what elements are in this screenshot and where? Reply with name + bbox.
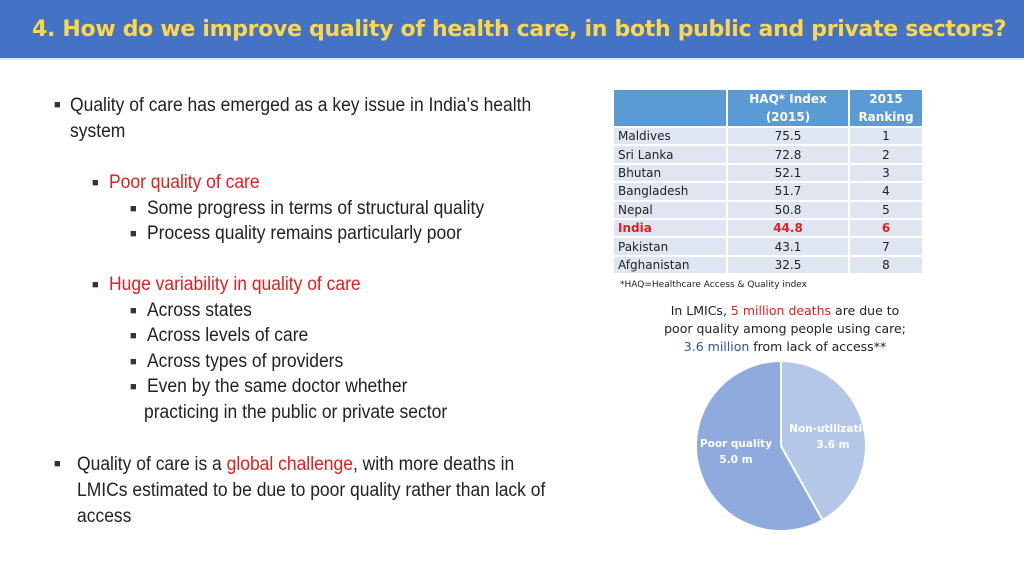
rank-cell: 4 xyxy=(850,183,922,199)
rank-cell: 5 xyxy=(850,202,922,218)
caption-highlight: 3.6 million xyxy=(683,339,750,354)
haq-cell: 72.8 xyxy=(728,146,848,162)
caption-text: In LMICs, xyxy=(670,303,731,318)
country-cell: Afghanistan xyxy=(614,257,726,273)
haq-cell: 44.8 xyxy=(728,220,848,236)
bullet-marker: ■ xyxy=(130,381,137,393)
bullet-text: system xyxy=(70,121,126,142)
sub-bullet-states: Across states xyxy=(147,300,252,321)
country-cell: Bangladesh xyxy=(614,183,726,199)
table-row xyxy=(614,146,922,162)
caption-highlight: 5 million deaths xyxy=(730,303,832,318)
rank-cell: 3 xyxy=(850,165,922,181)
highlight-text: global challenge xyxy=(226,454,353,475)
sub-bullet-levels: Across levels of care xyxy=(147,325,309,346)
sub-bullet-providers: Across types of providers xyxy=(147,351,344,372)
table-row xyxy=(614,202,922,218)
bullet-global-challenge xyxy=(77,452,545,530)
sub-bullet-process: Process quality remains particularly poor xyxy=(147,223,462,244)
pie-slice-value-label: 5.0 m xyxy=(719,454,753,466)
table-row xyxy=(614,183,922,199)
rank-cell: 6 xyxy=(850,220,922,236)
table-header-haq: HAQ* Index (2015) xyxy=(728,90,848,126)
rank-cell: 1 xyxy=(850,128,922,144)
pie-slice-label: Poor quality xyxy=(699,438,773,450)
table-header-country xyxy=(614,90,726,126)
sub-bullet-structural: Some progress in terms of structural quality xyxy=(147,198,485,219)
bullet-marker: ■ xyxy=(54,99,61,111)
table-row-highlighted xyxy=(614,220,922,236)
pie-slice-value-label: 3.6 m xyxy=(816,439,850,451)
country-cell: Bhutan xyxy=(614,165,726,181)
table-footnote: *HAQ=Healthcare Access & Quality index xyxy=(620,280,808,290)
haq-cell: 43.1 xyxy=(728,238,848,254)
bullet-text: access xyxy=(77,506,132,527)
haq-cell: 32.5 xyxy=(728,257,848,273)
rank-cell: 2 xyxy=(850,146,922,162)
table-header-ranking: 2015 Ranking xyxy=(850,90,922,126)
bullet-text: Quality of care has emerged as a key issue in India’s health xyxy=(70,95,532,116)
table-row xyxy=(614,128,922,144)
bullet-quality-issue xyxy=(70,93,531,145)
bullet-text: LMICs estimated to be due to poor quality rather than lack of xyxy=(77,480,546,501)
rank-cell: 8 xyxy=(850,257,922,273)
rank-cell: 7 xyxy=(850,238,922,254)
sub-bullet-same-doctor xyxy=(147,374,407,400)
bullet-text: , with more deaths in xyxy=(352,454,515,475)
country-cell: Maldives xyxy=(614,128,726,144)
bullet-text: Even by the same doctor whether xyxy=(147,376,408,397)
haq-cell: 52.1 xyxy=(728,165,848,181)
bullet-marker: ■ xyxy=(92,177,99,189)
haq-cell: 75.5 xyxy=(728,128,848,144)
bullet-marker: ■ xyxy=(130,203,137,215)
caption-text: are due to xyxy=(831,303,900,318)
table-row xyxy=(614,165,922,181)
bullet-marker: ■ xyxy=(92,279,99,291)
bullet-poor-quality: Poor quality of care xyxy=(109,172,260,193)
country-cell: India xyxy=(614,220,726,236)
caption-text: poor quality among people using care; xyxy=(664,321,906,336)
bullet-marker: ■ xyxy=(130,330,137,342)
bullet-marker: ■ xyxy=(130,305,137,317)
caption-text: from lack of access** xyxy=(749,339,887,354)
bullet-marker: ■ xyxy=(54,458,61,470)
table-header-row xyxy=(614,90,922,126)
bullet-marker: ■ xyxy=(130,228,137,240)
table-row xyxy=(614,238,922,254)
pie-caption xyxy=(640,302,930,356)
haq-cell: 51.7 xyxy=(728,183,848,199)
bullet-marker: ■ xyxy=(130,356,137,368)
haq-table xyxy=(612,88,924,275)
deaths-pie-chart xyxy=(688,354,878,539)
haq-cell: 50.8 xyxy=(728,202,848,218)
pie-slice-label: Non-utilization xyxy=(789,423,877,435)
slide-title: 4. How do we improve quality of health care, in both public and private sectors? xyxy=(32,16,1007,42)
country-cell: Nepal xyxy=(614,202,726,218)
country-cell: Pakistan xyxy=(614,238,726,254)
table-row xyxy=(614,257,922,273)
country-cell: Sri Lanka xyxy=(614,146,726,162)
bullet-variability: Huge variability in quality of care xyxy=(109,274,361,295)
sub-bullet-same-doctor-cont: practicing in the public or private sector xyxy=(144,402,448,423)
bullet-text: Quality of care is a xyxy=(77,454,227,475)
